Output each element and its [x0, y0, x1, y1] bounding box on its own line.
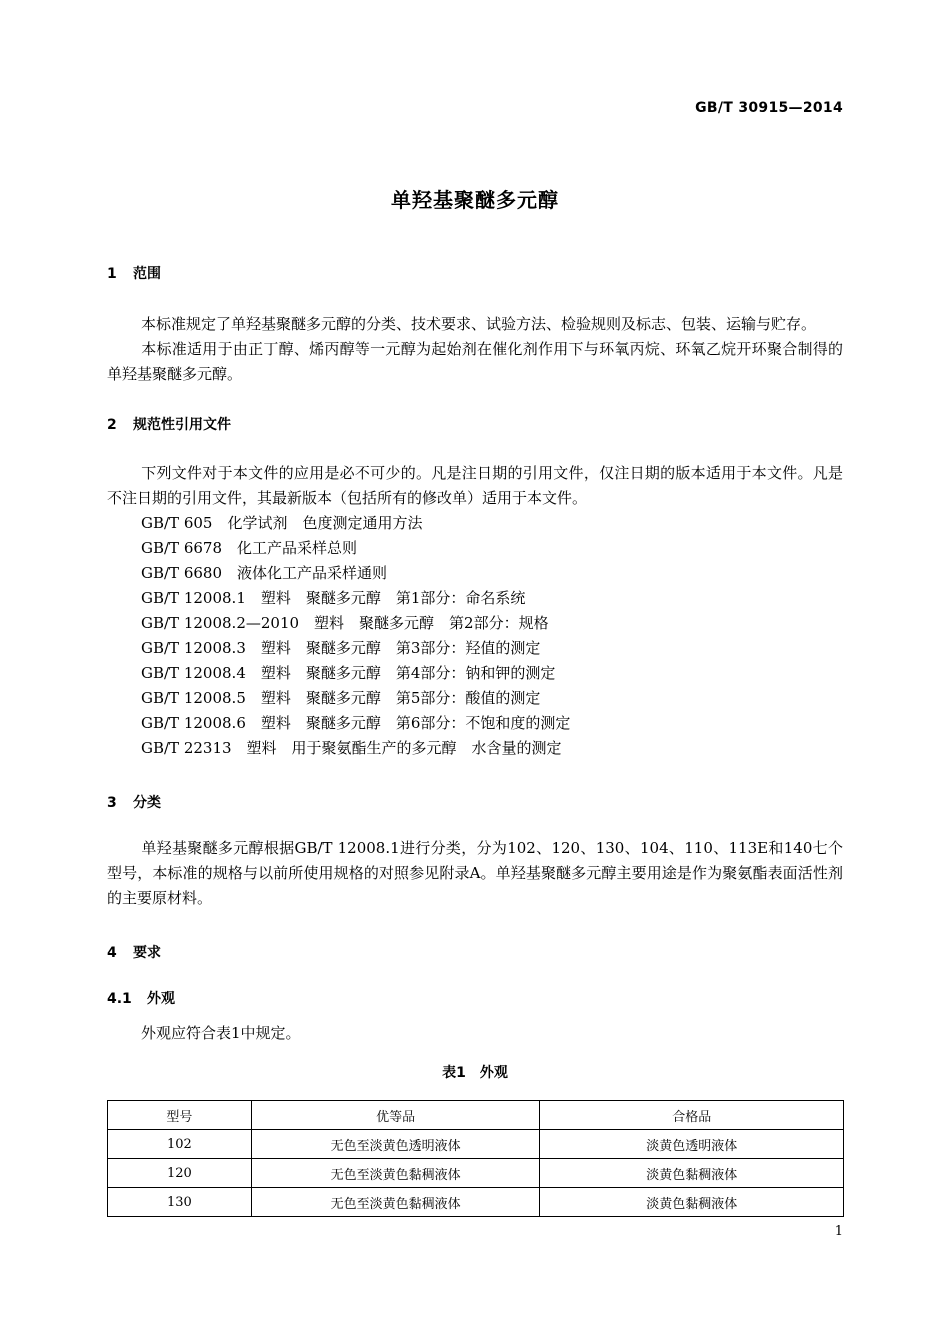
section-3-paragraph-1	[107, 836, 843, 911]
paragraph-text: 单羟基聚醚多元醇根据GB/T 12008.1进行分类，分为102、120、130、104、110、113E和140七个型号，本标准的规格与以前所使用规格的对照参见附录A。单羟基聚醚多元醇主要用途是作为聚氨酯表面活性剂的主要原材料。	[107, 839, 843, 907]
paragraph-text: 下列文件对于本文件的应用是必不可少的。凡是注日期的引用文件，仅注日期的版本适用于本文件。凡是不注日期的引用文件，其最新版本（包括所有的修改单）适用于本文件。	[107, 464, 843, 507]
reference-item: GB/T 6678 化工产品采样总则	[141, 539, 358, 557]
section-number: 1	[107, 266, 117, 282]
paragraph-text: 本标准规定了单羟基聚醚多元醇的分类、技术要求、试验方法、检验规则及标志、包装、运输与贮存。	[141, 315, 817, 333]
table-cell: 120	[108, 1159, 252, 1188]
reference-item: GB/T 22313 塑料 用于聚氨酯生产的多元醇 水含量的测定	[141, 739, 562, 757]
section-number: 3	[107, 795, 117, 811]
table-cell: 无色至淡黄色黏稠液体	[251, 1159, 540, 1188]
reference-item: GB/T 605 化学试剂 色度测定通用方法	[141, 514, 423, 532]
section-title: 要求	[133, 945, 161, 961]
table-row	[108, 1188, 844, 1217]
column-header: 优等品	[251, 1101, 540, 1130]
section-title: 分类	[133, 795, 161, 811]
section-4-heading	[107, 942, 161, 962]
reference-item: GB/T 12008.3 塑料 聚醚多元醇 第3部分：羟值的测定	[141, 639, 541, 657]
subsection-4-1-heading	[107, 988, 175, 1008]
reference-item: GB/T 12008.6 塑料 聚醚多元醇 第6部分：不饱和度的测定	[141, 714, 571, 732]
table-row	[108, 1130, 844, 1159]
appearance-table	[107, 1100, 844, 1217]
document-title: 单羟基聚醚多元醇	[391, 188, 559, 212]
reference-item: GB/T 12008.2—2010 塑料 聚醚多元醇 第2部分：规格	[141, 614, 549, 632]
table-caption: 表1 外观	[442, 1065, 508, 1081]
table-cell: 淡黄色透明液体	[540, 1130, 844, 1159]
section-title: 规范性引用文件	[133, 417, 231, 433]
reference-item: GB/T 12008.1 塑料 聚醚多元醇 第1部分：命名系统	[141, 589, 526, 607]
section-2-paragraph-1	[107, 461, 843, 511]
table-cell: 淡黄色黏稠液体	[540, 1159, 844, 1188]
table-cell: 无色至淡黄色透明液体	[251, 1130, 540, 1159]
column-header: 型号	[108, 1101, 252, 1130]
table-header-row	[108, 1101, 844, 1130]
subsection-4-1-paragraph	[107, 1021, 843, 1046]
page-number: 1	[834, 1224, 843, 1239]
section-1-paragraph-2	[107, 337, 843, 387]
paragraph-text: 本标准适用于由正丁醇、烯丙醇等一元醇为起始剂在催化剂作用下与环氧丙烷、环氧乙烷开环聚合制得的单羟基聚醚多元醇。	[107, 340, 843, 383]
table-cell: 无色至淡黄色黏稠液体	[251, 1188, 540, 1217]
section-1-paragraph-1	[107, 312, 843, 337]
subsection-number: 4.1	[107, 991, 132, 1007]
section-title: 范围	[133, 266, 161, 282]
reference-item: GB/T 6680 液体化工产品采样通则	[141, 564, 388, 582]
subsection-title: 外观	[147, 991, 175, 1007]
paragraph-text: 外观应符合表1中规定。	[141, 1024, 301, 1042]
column-header: 合格品	[540, 1101, 844, 1130]
table-row	[108, 1159, 844, 1188]
section-number: 4	[107, 945, 117, 961]
table-cell: 130	[108, 1188, 252, 1217]
section-number: 2	[107, 417, 117, 433]
section-1-heading	[107, 263, 161, 283]
table-cell: 102	[108, 1130, 252, 1159]
reference-item: GB/T 12008.5 塑料 聚醚多元醇 第5部分：酸值的测定	[141, 689, 541, 707]
table-cell: 淡黄色黏稠液体	[540, 1188, 844, 1217]
reference-item: GB/T 12008.4 塑料 聚醚多元醇 第4部分：钠和钾的测定	[141, 664, 556, 682]
section-2-heading	[107, 414, 231, 434]
standard-code: GB/T 30915—2014	[695, 100, 843, 116]
section-3-heading	[107, 792, 161, 812]
